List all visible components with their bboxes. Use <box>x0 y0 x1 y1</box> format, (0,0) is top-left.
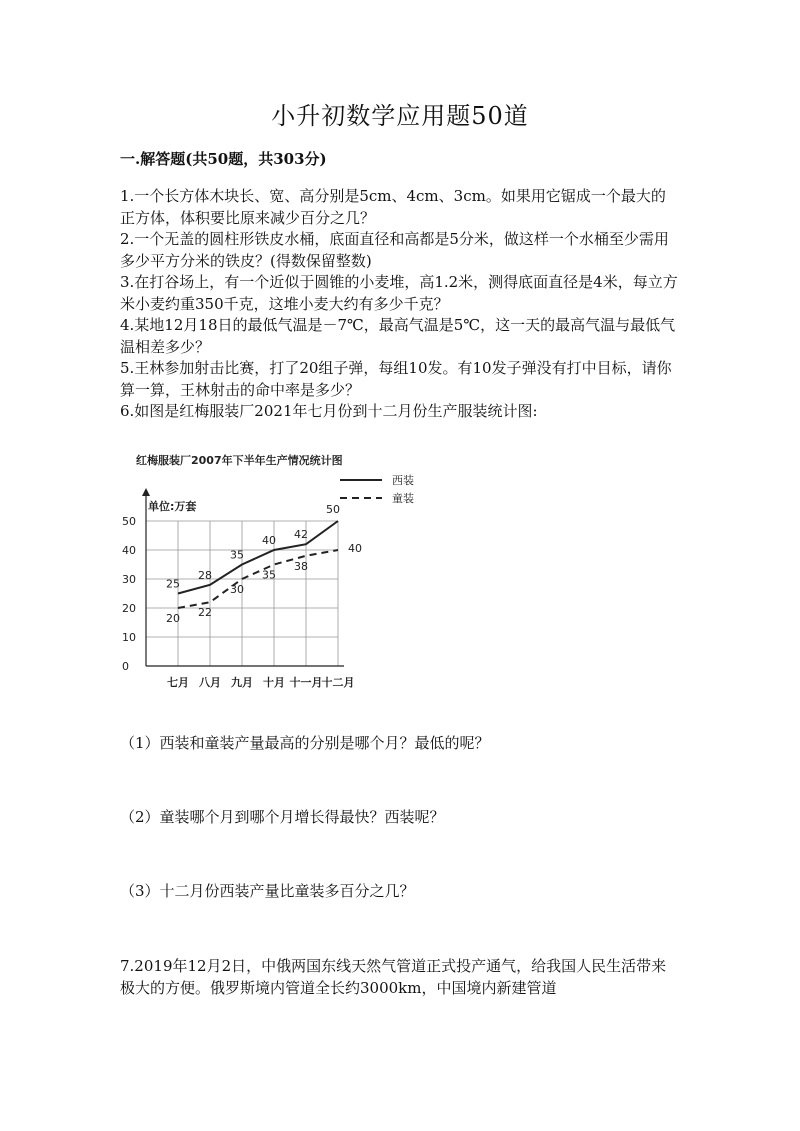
section-heading: 一.解答题(共50题，共303分) <box>120 150 327 168</box>
data-label: 50 <box>326 503 340 516</box>
chart-series <box>178 521 338 608</box>
data-label: 25 <box>166 577 180 591</box>
x-tick-label: 八月 <box>199 676 221 689</box>
chart-title: 红梅服装厂2007年下半年生产情况统计图 <box>136 454 343 467</box>
series-line-suits <box>178 521 338 594</box>
data-label: 38 <box>294 559 308 573</box>
production-line-chart <box>118 446 418 696</box>
question-5: 5.王林参加射击比赛，打了20组子弹，每组10发。有10发子弹没有打中目标，请你算一算，王林射击的命中率是多少？ <box>120 359 672 399</box>
y-tick-label: 30 <box>122 573 136 586</box>
subquestion-1: （1）西装和童装产量最高的分别是哪个月？最低的呢？ <box>120 734 490 752</box>
y-tick-label: 50 <box>122 515 136 528</box>
data-label: 35 <box>230 548 244 562</box>
y-tick-label: 20 <box>122 602 136 615</box>
data-label: 42 <box>294 528 308 542</box>
question-1: 1.一个长方体木块长、宽、高分别是5cm、4cm、3cm。如果用它锯成一个最大的正方体，体积要比原来减少百分之几？ <box>120 187 666 227</box>
y-axis-arrow <box>142 488 150 496</box>
legend-label: 童装 <box>392 492 414 505</box>
legend-label: 西装 <box>392 474 414 487</box>
subquestion-2: （2）童装哪个月到哪个月增长得最快？西装呢？ <box>120 808 445 826</box>
data-label: 35 <box>262 568 276 582</box>
y-tick-label: 10 <box>122 631 136 644</box>
chart-unit-label: 单位:万套 <box>148 500 197 513</box>
y-tick-label: 0 <box>122 660 129 673</box>
chart-legend <box>340 473 414 505</box>
y-tick-label: 40 <box>122 544 136 557</box>
subquestion-3: （3）十二月份西装产量比童装多百分之几？ <box>120 882 415 900</box>
question-3: 3.在打谷场上，有一个近似于圆锥的小麦堆，高1.2米，测得底面直径是4米，每立方米小麦约重350千克，这堆小麦大约有多少千克？ <box>120 273 678 313</box>
x-tick-label: 十一月 <box>289 676 323 689</box>
data-label: 30 <box>230 583 244 596</box>
question-4: 4.某地12月18日的最低气温是－7℃，最高气温是5℃，这一天的最高气温与最低气温相差多少？ <box>120 316 676 356</box>
x-tick-label: 七月 <box>167 676 189 689</box>
question-6: 6.如图是红梅服装厂2021年七月份到十二月份生产服装统计图: <box>120 402 538 420</box>
x-tick-label: 九月 <box>231 676 253 689</box>
data-label: 22 <box>198 606 212 620</box>
page-title: 小升初数学应用题50道 <box>271 102 529 130</box>
question-2: 2.一个无盖的圆柱形铁皮水桶，底面直径和高都是5分米，做这样一个水桶至少需用多少平方分米的铁皮？(得数保留整数) <box>120 230 669 270</box>
question-list <box>120 186 680 423</box>
question-7: 7.2019年12月2日，中俄两国东线天然气管道正式投产通气，给我国人民生活带来极大的方便。俄罗斯境内管道全长约3000km，中国境内新建管道 <box>120 957 667 997</box>
data-label: 40 <box>348 542 362 555</box>
x-tick-label: 十二月 <box>321 676 355 689</box>
data-label: 28 <box>198 568 212 582</box>
data-label: 20 <box>166 612 180 625</box>
x-tick-label: 十月 <box>263 676 285 689</box>
data-label: 40 <box>262 534 276 547</box>
